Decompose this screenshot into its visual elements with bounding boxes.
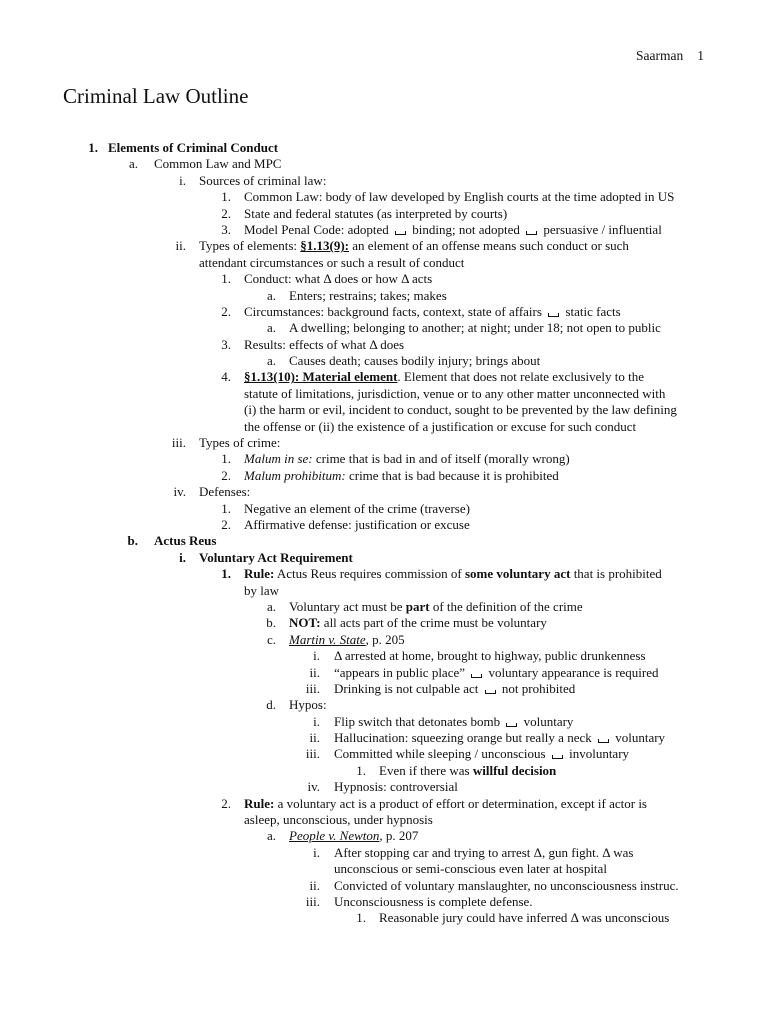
outline-text-run: . Element that does not relate exclusively to the: [397, 369, 644, 385]
outline-text: [289, 828, 418, 844]
outline-line: [0, 386, 768, 402]
outline-text: [199, 255, 464, 271]
outline-text-run: involuntary: [565, 746, 630, 762]
outline-text-run: Defenses:: [199, 484, 251, 500]
outline-text: [289, 615, 547, 631]
outline-marker: i.: [313, 713, 320, 729]
outline-text: [289, 599, 583, 615]
outline-text-run: binding; not adopted: [409, 221, 524, 237]
document-title: Criminal Law Outline: [63, 84, 249, 108]
outline-text-run: part: [405, 598, 430, 614]
outline-text-run: an element of an offense means such conduct or such: [349, 238, 629, 254]
outline-text-run: Elements of Criminal Conduct: [108, 140, 279, 155]
outline-text-run: Voluntary Act Requirement: [199, 549, 353, 565]
outline-line: [0, 271, 768, 287]
outline-text: [244, 419, 636, 435]
outline-line: [0, 402, 768, 418]
outline-line: [0, 681, 768, 697]
outline-line: [0, 255, 768, 271]
outline-line: [0, 156, 768, 172]
outline-text: [334, 861, 607, 877]
outline-text: [244, 386, 665, 402]
outline-text-run: that is prohibited: [570, 566, 662, 582]
implies-arrow-icon: [598, 739, 609, 743]
outline-text-run: unconscious or semi-conscious even later at hospital: [334, 861, 607, 877]
outline-marker: 1.: [221, 189, 231, 205]
outline-line: [0, 517, 768, 533]
outline-text-run: Actus Reus requires commission of: [274, 566, 465, 582]
outline-text-run: Types of elements:: [199, 238, 301, 254]
outline-text-run: persuasive / influential: [540, 221, 662, 237]
implies-arrow-icon: [506, 723, 517, 727]
outline-line: [0, 320, 768, 336]
outline-text: [108, 140, 278, 156]
outline-line: [0, 648, 768, 664]
outline-text-run: some voluntary act: [465, 566, 571, 582]
outline-text-run: Rule:: [244, 566, 275, 582]
outline-line: [0, 484, 768, 500]
outline-text-run: Common Law: body of law developed by English courts at the time adopted in US: [244, 189, 675, 205]
implies-arrow-icon: [552, 755, 563, 759]
outline-line: [0, 189, 768, 205]
outline-text: [244, 189, 674, 205]
outline-marker: ii.: [309, 730, 320, 746]
outline-text-run: Malum in se:: [244, 451, 313, 467]
outline-line: [0, 583, 768, 599]
outline-text: [289, 632, 405, 648]
outline-line: [0, 861, 768, 877]
outline-marker: 3.: [221, 221, 231, 237]
outline-text: [334, 878, 679, 894]
outline-text-run: §1.13(10): Material element: [244, 369, 398, 385]
outline-text: [244, 304, 621, 320]
outline-line: [0, 222, 768, 238]
outline-marker: 2.: [221, 205, 231, 221]
outline-text: [289, 288, 447, 304]
outline-text-run: statute of limitations, jurisdiction, venue or to any other matter unconnected with: [244, 385, 666, 401]
outline-line: [0, 533, 768, 549]
outline-text-run: Enters; restrains; takes; makes: [289, 287, 447, 303]
outline-text-run: Hallucination: squeezing orange but really a neck: [334, 730, 595, 746]
outline-marker: b.: [266, 615, 276, 631]
outline-marker: a.: [266, 598, 276, 614]
outline-text: [244, 451, 570, 467]
outline-text-run: A dwelling; belonging to another; at night; under 18; not open to public: [289, 320, 661, 336]
outline-marker: 1.: [356, 910, 366, 926]
outline-line: [0, 337, 768, 353]
outline-marker: iii.: [305, 893, 320, 909]
outline-text: [244, 566, 662, 582]
outline-text-run: voluntary: [611, 730, 666, 746]
outline-marker: a.: [266, 287, 276, 303]
page-header: [636, 48, 704, 64]
outline-line: [0, 730, 768, 746]
outline-line: [0, 140, 768, 156]
outline-text: [334, 845, 633, 861]
outline-text: [199, 238, 629, 254]
outline-line: [0, 697, 768, 713]
outline-text-run: willful decision: [472, 762, 557, 778]
outline-marker: iii.: [305, 680, 320, 696]
outline-text: [334, 746, 629, 762]
outline-line: [0, 566, 768, 582]
outline-line: [0, 796, 768, 812]
outline-text-run: Hypnosis: controversial: [334, 779, 458, 795]
outline-text: [289, 353, 540, 369]
outline-text-run: not prohibited: [498, 680, 576, 696]
outline-text: [334, 681, 575, 697]
outline-line: [0, 812, 768, 828]
outline-text-run: Hypos:: [289, 697, 327, 713]
outline-line: [0, 878, 768, 894]
outline-line: [0, 451, 768, 467]
outline-text-run: Model Penal Code: adopted: [244, 221, 393, 237]
outline-text-run: “appears in public place”: [334, 664, 469, 680]
outline-line: [0, 615, 768, 631]
outline-line: [0, 304, 768, 320]
outline-text-run: Drinking is not culpable act: [334, 680, 482, 696]
implies-arrow-icon: [485, 690, 496, 694]
outline-marker: 2.: [221, 467, 231, 483]
outline-text: [244, 402, 677, 418]
outline-text-run: Convicted of voluntary manslaughter, no unconsciousness instruc.: [334, 877, 679, 893]
outline-line: [0, 353, 768, 369]
outline-marker: i.: [313, 648, 320, 664]
outline-marker: 2.: [221, 516, 231, 532]
outline-line: [0, 779, 768, 795]
outline-text: [244, 206, 507, 222]
outline-text: [199, 173, 326, 189]
outline-marker: 1.: [88, 140, 98, 155]
outline-line: [0, 550, 768, 566]
outline-text-run: Committed while sleeping / unconscious: [334, 746, 549, 762]
outline-marker: a.: [128, 156, 138, 172]
outline-line: [0, 763, 768, 779]
outline-text: [244, 517, 470, 533]
outline-text: [244, 501, 470, 517]
outline-text-run: Causes death; causes bodily injury; brings about: [289, 353, 541, 369]
outline-line: [0, 501, 768, 517]
outline-text-run: NOT:: [289, 615, 321, 631]
outline-text-run: Malum prohibitum:: [244, 467, 346, 483]
outline-text: [379, 910, 669, 926]
outline-marker: ii.: [309, 877, 320, 893]
outline-text-run: , p. 207: [379, 828, 419, 844]
outline-line: [0, 746, 768, 762]
outline-line: [0, 632, 768, 648]
outline-line: [0, 369, 768, 385]
outline-text-run: crime that is bad because it is prohibited: [345, 467, 559, 483]
outline-text: [289, 320, 661, 336]
outline-text: [244, 271, 432, 287]
outline-marker: a.: [266, 828, 276, 844]
outline-text: [379, 763, 556, 779]
header-author: Saarman: [636, 48, 684, 63]
outline-text-run: Flip switch that detonates bomb: [334, 713, 504, 729]
outline-marker: 2.: [221, 795, 231, 811]
outline-text: [154, 156, 281, 172]
outline-text-run: After stopping car and trying to arrest Δ, gun fight. Δ was: [334, 844, 634, 860]
outline-text: [334, 730, 665, 746]
outline-text-run: voluntary appearance is required: [485, 664, 659, 680]
outline-marker: a.: [266, 320, 276, 336]
outline-text-run: by law: [244, 582, 280, 598]
outline-text-run: Even if there was: [379, 762, 473, 778]
outline-text-run: Results: effects of what Δ does: [244, 336, 405, 352]
outline-text: [199, 484, 250, 500]
outline-text-run: static facts: [562, 303, 621, 319]
outline-text-run: Conduct: what Δ does or how Δ acts: [244, 271, 433, 287]
outline-marker: i.: [313, 844, 320, 860]
outline-marker: 2.: [221, 303, 231, 319]
implies-arrow-icon: [395, 231, 406, 235]
outline-text-run: Actus Reus: [154, 533, 217, 549]
outline-text-run: Δ arrested at home, brought to highway, public drunkenness: [334, 648, 646, 664]
outline-marker: 1.: [221, 566, 231, 582]
outline-text: [244, 796, 647, 812]
outline-text: [334, 779, 458, 795]
outline-marker: 1.: [221, 451, 231, 467]
outline-marker: b.: [127, 533, 138, 549]
outline-text-run: Common Law and MPC: [154, 156, 282, 172]
outline-text: [244, 369, 644, 385]
outline-text-run: all acts part of the crime must be voluntary: [320, 615, 547, 631]
outline-marker: i.: [179, 549, 186, 565]
outline-text-run: attendant circumstances or such a result of conduct: [199, 254, 465, 270]
outline-text: [334, 894, 533, 910]
outline-marker: i.: [179, 172, 186, 188]
outline-line: [0, 238, 768, 254]
outline-text: [244, 583, 279, 599]
outline-line: [0, 714, 768, 730]
outline-marker: 4.: [221, 369, 231, 385]
outline-line: [0, 828, 768, 844]
outline-text-run: crime that is bad in and of itself (morally wrong): [312, 451, 570, 467]
outline-text-run: Circumstances: background facts, context, state of affairs: [244, 303, 546, 319]
outline-marker: d.: [266, 697, 276, 713]
outline-text-run: §1.13(9):: [300, 238, 350, 254]
outline-text-run: the offense or (ii) the existence of a justification or excuse for such conduct: [244, 418, 637, 434]
outline-text-run: People v. Newton: [289, 828, 380, 844]
outline-text: [244, 812, 433, 828]
outline-text-run: Sources of criminal law:: [199, 172, 327, 188]
outline-line: [0, 894, 768, 910]
implies-arrow-icon: [526, 231, 537, 235]
implies-arrow-icon: [471, 674, 482, 678]
outline-line: [0, 910, 768, 926]
outline-text-run: asleep, unconscious, under hypnosis: [244, 812, 433, 828]
outline-text-run: State and federal statutes (as interpreted by courts): [244, 205, 508, 221]
outline-text-run: (i) the harm or evil, incident to conduct, sought to be prevented by the law defining: [244, 402, 677, 418]
outline-text: [334, 648, 646, 664]
outline-text: [289, 697, 327, 713]
outline-line: [0, 845, 768, 861]
outline: [0, 140, 768, 927]
outline-line: [0, 206, 768, 222]
outline-line: [0, 599, 768, 615]
outline-text-run: , p. 205: [365, 631, 405, 647]
outline-marker: a.: [266, 353, 276, 369]
outline-line: [0, 435, 768, 451]
outline-line: [0, 665, 768, 681]
outline-text-run: Rule:: [244, 795, 275, 811]
outline-text-run: Types of crime:: [199, 435, 281, 451]
outline-text-run: Voluntary act must be: [289, 598, 406, 614]
outline-line: [0, 419, 768, 435]
outline-text-run: Unconsciousness is complete defense.: [334, 893, 533, 909]
outline-text: [244, 337, 404, 353]
outline-text: [199, 435, 280, 451]
outline-text-run: Reasonable jury could have inferred Δ was unconscious: [379, 910, 670, 926]
outline-text: [244, 222, 662, 238]
outline-marker: 1.: [221, 271, 231, 287]
outline-marker: 1.: [221, 500, 231, 516]
outline-text-run: Affirmative defense: justification or excuse: [244, 516, 470, 532]
outline-text: [244, 468, 559, 484]
outline-text-run: Negative an element of the crime (traverse): [244, 500, 470, 516]
outline-marker: iv.: [307, 779, 320, 795]
outline-text: [154, 533, 216, 549]
outline-text-run: Martin v. State: [289, 631, 366, 647]
outline-text-run: of the definition of the crime: [429, 598, 583, 614]
outline-marker: iv.: [173, 484, 186, 500]
implies-arrow-icon: [548, 313, 559, 317]
outline-text: [334, 665, 659, 681]
outline-marker: c.: [266, 631, 276, 647]
outline-text-run: a voluntary act is a product of effort or determination, except if actor is: [274, 795, 647, 811]
outline-marker: ii.: [309, 664, 320, 680]
outline-marker: 3.: [221, 336, 231, 352]
outline-marker: iii.: [305, 746, 320, 762]
outline-line: [0, 468, 768, 484]
outline-marker: 1.: [356, 762, 366, 778]
outline-line: [0, 288, 768, 304]
outline-marker: iii.: [171, 435, 186, 451]
outline-marker: ii.: [175, 238, 186, 254]
outline-text: [199, 550, 353, 566]
header-page-number: 1: [697, 48, 704, 63]
outline-line: [0, 173, 768, 189]
outline-text: [334, 714, 573, 730]
outline-text-run: voluntary: [520, 713, 574, 729]
